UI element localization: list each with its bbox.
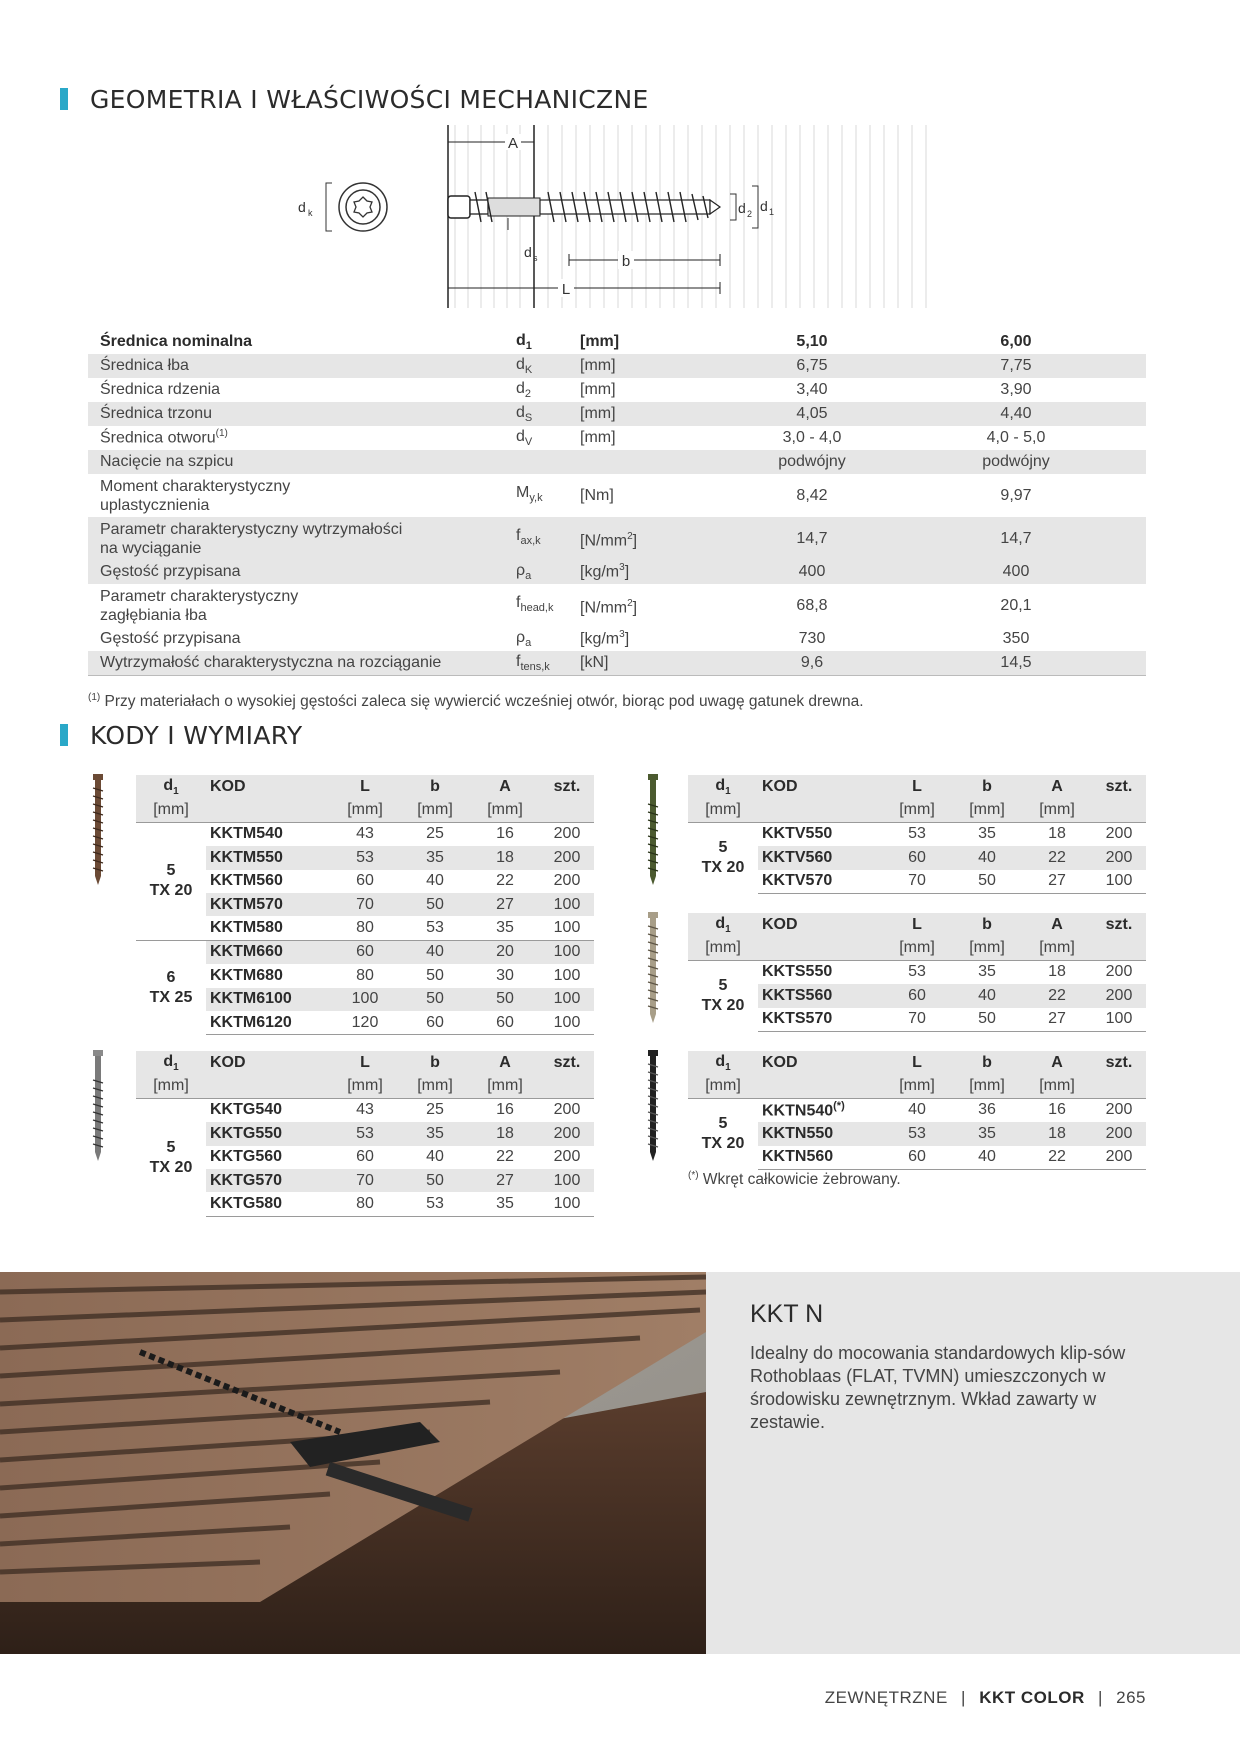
accent-bar <box>60 88 68 110</box>
codes-table-ktn: $d_1$ KOD L b A szt. [mm] [mm] [mm] [mm] 5 TX 20 KKTN540(*) 40 36 16 200 KKTN550 53 35 18 200 KKTN560 60 40 22 200 <box>688 1051 1146 1170</box>
product-title: KKT N <box>750 1300 824 1328</box>
table-row: KKTG550 53 35 18 200 <box>136 1122 594 1145</box>
accent-bar <box>60 724 68 746</box>
table-row: KKTG570 70 50 27 100 <box>136 1169 594 1192</box>
table-row: KKTM550 53 35 18 200 <box>136 846 594 869</box>
table-header-row: Średnica nominalna $d_1$ [mm] 5,10 6,00 <box>100 331 1032 353</box>
dimension-label-L: L <box>561 281 571 298</box>
table-row: KKTM6120 120 60 60 100 <box>136 1011 594 1035</box>
table-row: 5 TX 20 KKTG540 43 25 16 200 <box>136 1098 594 1122</box>
table-row: Parametr charakterystyczny wytrzymałości na wyciąganie $f_{ax,k}$ $[N/mm^2]$ 14,7 14,7 <box>88 517 1146 560</box>
page-number: 265 <box>1116 1688 1146 1707</box>
table-row: KKTG560 60 40 22 200 <box>210 1148 581 1166</box>
codes-table-kts: $d_1$ KOD L b A szt. [mm] [mm] [mm] [mm] 5 TX 20 KKTS550 53 35 18 200 KKTS560 60 40 22 200 KKTS570 70 50 27 100 <box>688 913 1146 1032</box>
dimension-label-ds: d <box>524 244 532 260</box>
table-row: KKTV560 60 40 22 200 <box>688 846 1146 869</box>
table-row: KKTM560 60 40 22 200 <box>210 872 581 890</box>
screw-kts-icon <box>645 912 661 1024</box>
screw-ktv-icon <box>645 774 661 886</box>
table-row: KKTM680 80 50 30 100 <box>210 966 581 984</box>
table-row: KKTV570 70 50 27 100 <box>688 870 1146 894</box>
codes-table-ktv: $d_1$ KOD L b A szt. [mm] [mm] [mm] [mm] 5 TX 20 KKTV550 53 35 18 200 KKTV560 60 40 22 200 KKTV570 70 50 27 100 <box>688 775 1146 894</box>
table-row: Moment charakterystyczny uplastycznienia $M_{y,k}$ [Nm] 8,42 9,97 <box>100 477 1032 514</box>
table-row: KKTM580 80 53 35 100 <box>210 919 581 937</box>
screw-side-view <box>448 192 720 222</box>
section-title-codes: KODY I WYMIARY <box>60 720 302 750</box>
screw-ktg-icon <box>90 1050 106 1162</box>
product-description: Idealny do mocowania standardowych klip-sów Rothoblaas (FLAT, TVMN) umieszczonych w środowisku zewnętrznym. Wkład zawarty w zestawie. <box>750 1343 1126 1432</box>
table-row: Średnica trzonu $d_S$ [mm] 4,05 4,40 <box>88 402 1146 426</box>
table-row: KKTS570 70 50 27 100 <box>688 1008 1146 1032</box>
screw-diagram <box>300 120 940 310</box>
table-row: Wytrzymałość charakterystyczna na rozciąganie $f_{tens,k}$ [kN] 9,6 14,5 <box>88 651 1146 676</box>
table-row: Gęstość przypisana $\rho_a$ $[kg/m^3]$ 400 400 <box>88 560 1146 584</box>
svg-text:2: 2 <box>747 209 753 219</box>
dimension-label-d2: d <box>738 200 746 216</box>
dimension-label-A: A <box>507 135 519 152</box>
table-row: KKTN560 60 40 22 200 <box>688 1146 1146 1170</box>
svg-text:k: k <box>308 208 313 218</box>
screw-ktn-icon <box>645 1050 661 1162</box>
table-row: Średnica rdzenia $d_2$ [mm] 3,40 3,90 <box>100 379 1032 401</box>
ktn-footnote: (*) Wkręt całkowicie żebrowany. <box>688 1170 901 1189</box>
codes-table-ktg: $d_1$ KOD L b A szt. [mm] [mm] [mm] [mm] 5 TX 20 KKTG540 43 25 16 200 KKTG550 53 35 18 200 KKTG560 60 40 22 200 KKTG570 70 50 27 100 KKTG580 80 53 35 100 <box>136 1051 594 1217</box>
table-row: KKTS560 60 40 22 200 <box>688 984 1146 1007</box>
svg-text:1: 1 <box>769 207 775 217</box>
table-row: Średnica otworu$^{(1)}$ $d_V$ [mm] 3,0 - 4,0 4,0 - 5,0 <box>100 427 1046 449</box>
section-title-geometry: GEOMETRIA I WŁAŚCIWOŚCI MECHANICZNE <box>60 84 649 114</box>
table-row: KKTM570 70 50 27 100 <box>136 893 594 916</box>
table-row: 5 TX 20 KKTS550 53 35 18 200 <box>688 960 1146 984</box>
svg-text:s: s <box>533 253 538 263</box>
codes-table-ktm: $d_1$ KOD L b A szt. [mm] [mm] [mm] [mm] 5 TX 20 KKTM540 43 25 16 200 KKTM550 53 35 18 200 KKTM560 60 40 22 200 KKTM570 70 50 27 100 KKTM580 80 53 35 100 6 TX 25 KKTM660 60 40 20 100 KKTM680 80 50 30 100 KKTM6100 100 50 50 100 KKTM6120 120 60 60 100 <box>136 775 594 1035</box>
product-panel <box>706 1272 1240 1654</box>
table-row: KKTG580 80 53 35 100 <box>136 1192 594 1216</box>
table-row: 6 TX 25 KKTM660 60 40 20 100 <box>136 940 594 964</box>
dimension-label-b: b <box>621 253 631 270</box>
table-row: Nacięcie na szpicu podwójny podwójny <box>88 450 1146 474</box>
table-row: Parametr charakterystyczny zagłębiania łba $f_{head,k}$ $[N/mm^2]$ 68,8 20,1 <box>100 587 1032 624</box>
table-row: Gęstość przypisana $\rho_a$ $[kg/m^3]$ 730 350 <box>100 628 1030 650</box>
dimension-label-dk: d <box>298 199 306 215</box>
dimension-label-d1: d <box>760 198 768 214</box>
mechanical-properties-table <box>88 330 1146 676</box>
decking-photo <box>0 1272 706 1654</box>
table-row: 5 TX 20 KKTN540(*) 40 36 16 200 <box>688 1098 1146 1122</box>
footnote: $^{(1)}$ Przy materiałach o wysokiej gęstości zaleca się wywiercić wcześniej otwór, biorąc pod uwagę gatunek drewna. <box>88 692 864 711</box>
page-footer: ZEWNĘTRZNE | KKT COLOR | 265 <box>824 1688 1146 1707</box>
table-row: KKTM6100 100 50 50 100 <box>136 988 594 1011</box>
table-row: 5 TX 20 KKTV550 53 35 18 200 <box>688 822 1146 846</box>
screw-ktm-icon <box>90 774 106 886</box>
table-row: KKTN550 53 35 18 200 <box>688 1122 1146 1145</box>
table-row: Średnica łba $d_K$ [mm] 6,75 7,75 <box>88 354 1146 378</box>
table-row: 5 TX 20 KKTM540 43 25 16 200 <box>136 822 594 846</box>
